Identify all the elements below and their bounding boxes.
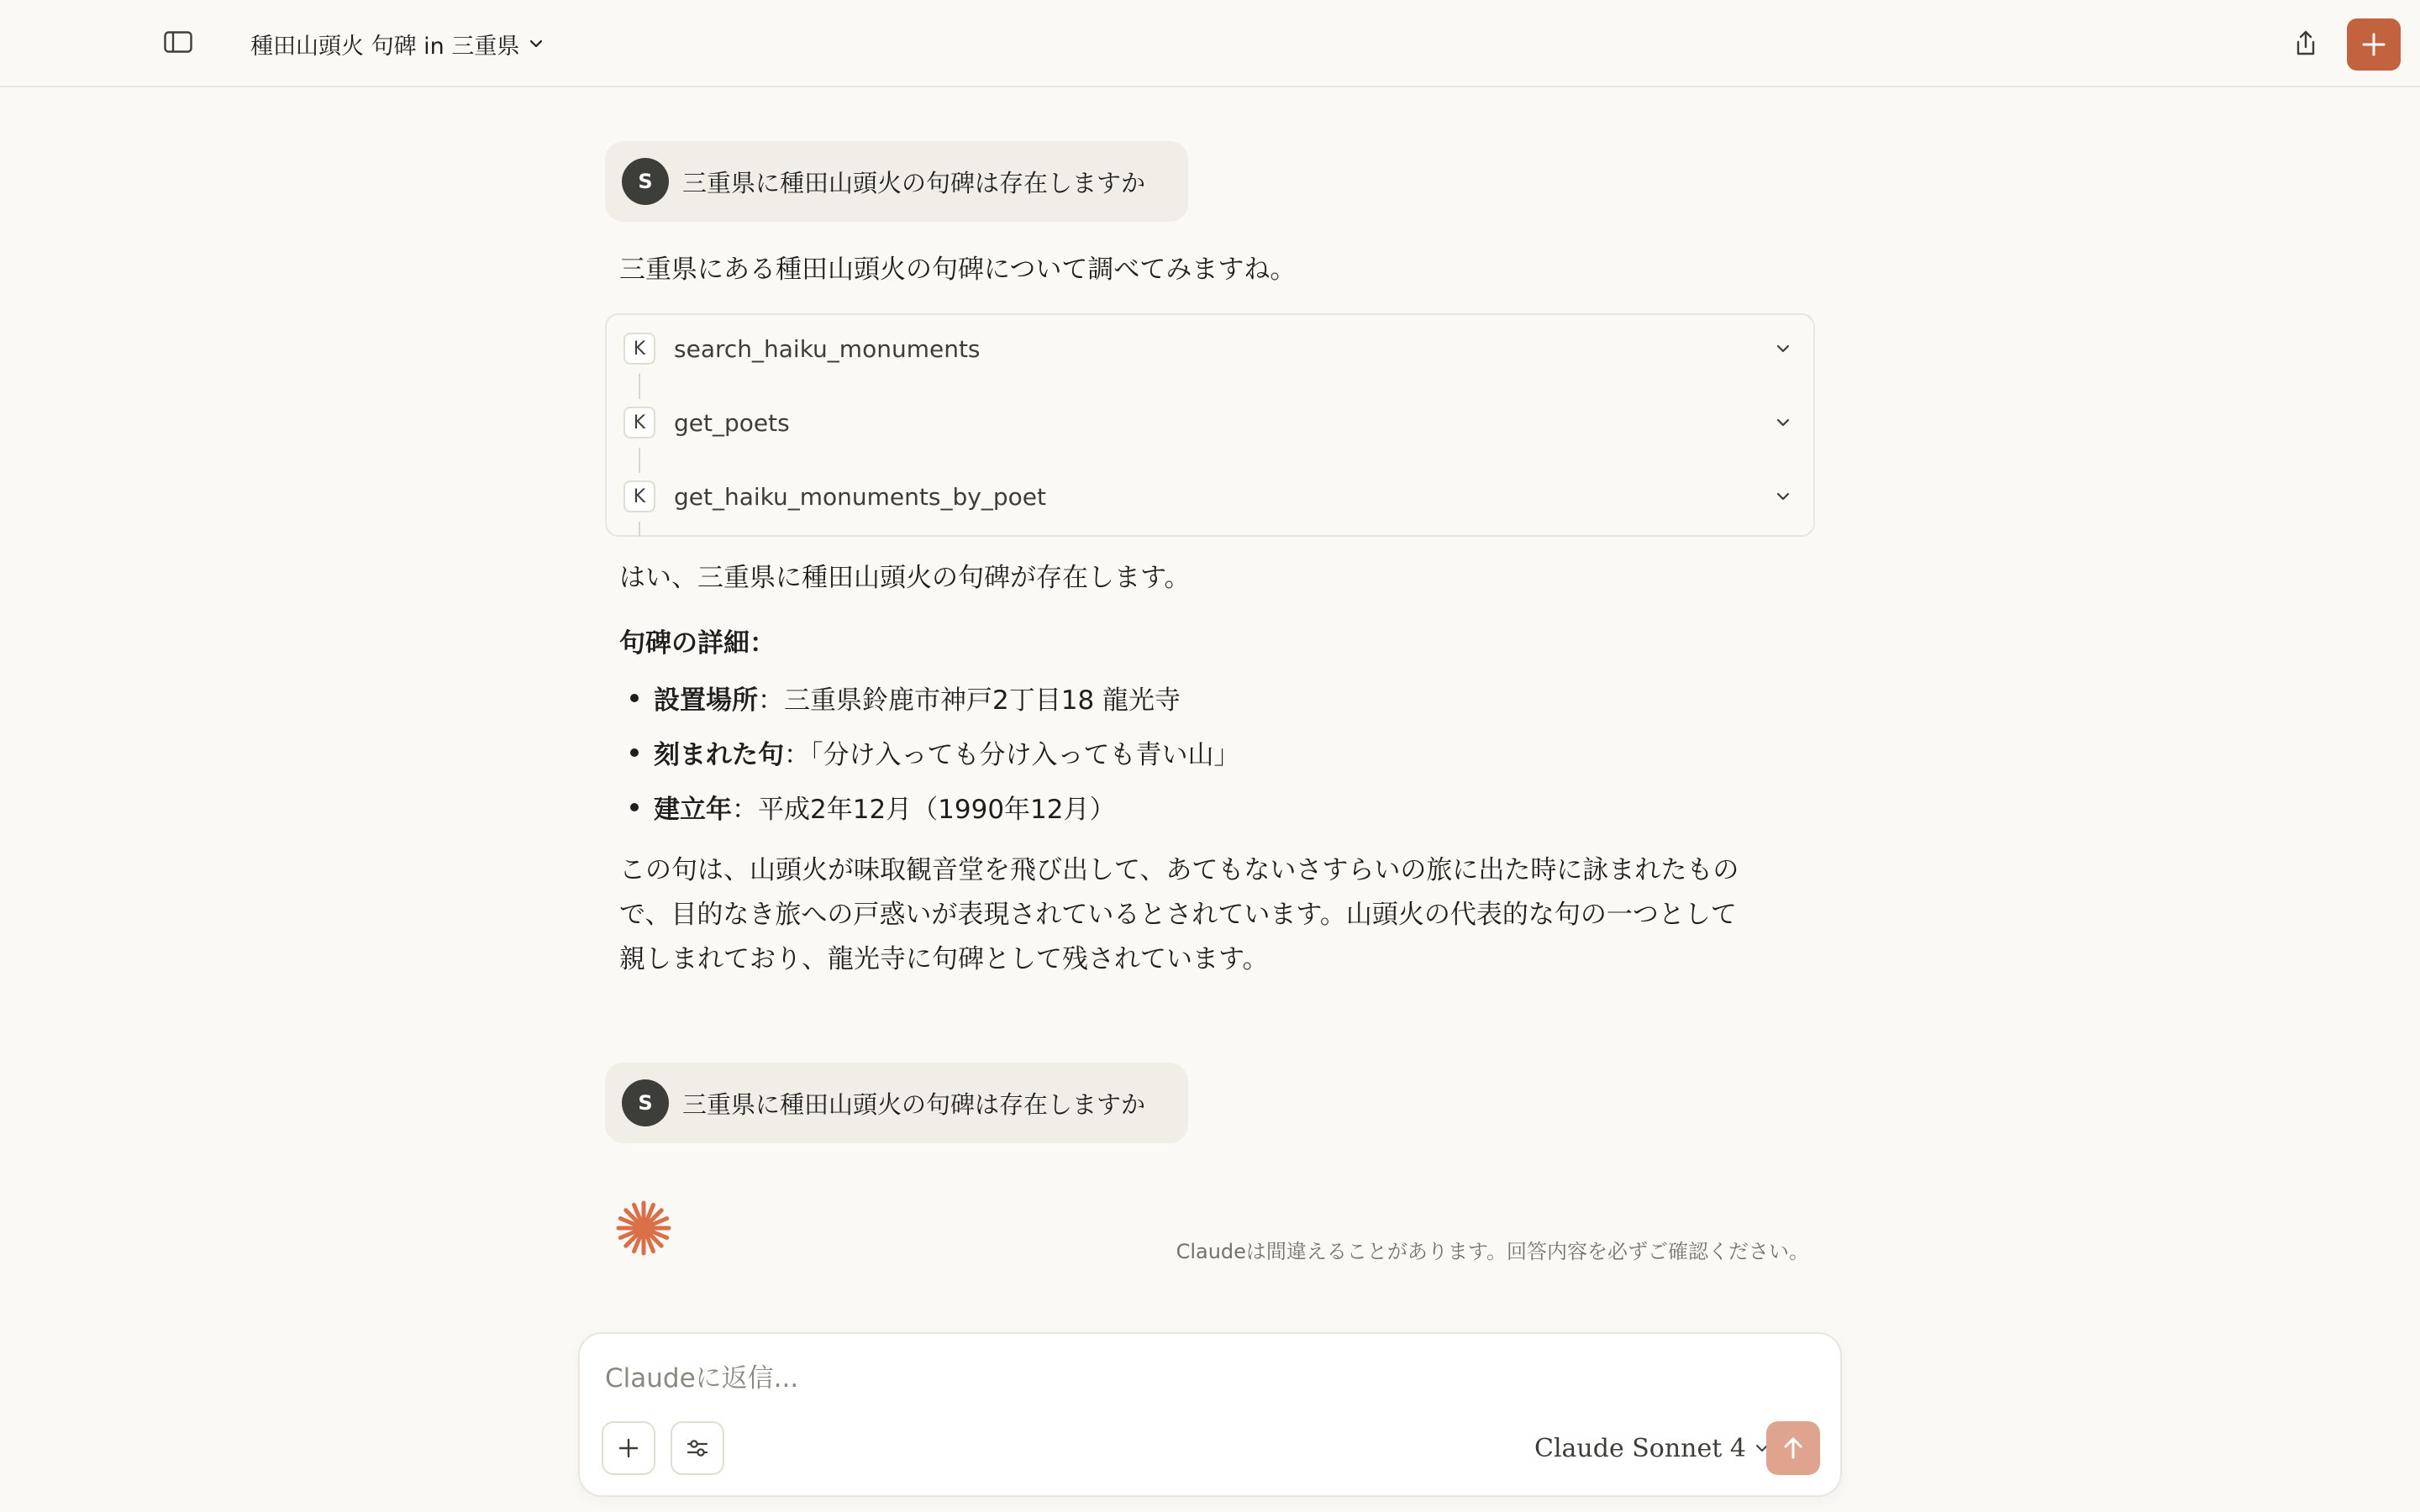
list-item xyxy=(630,788,1116,826)
arrow-up-icon xyxy=(1781,1436,1805,1461)
tool-connector xyxy=(639,448,640,473)
tool-name: search_haiku_monuments xyxy=(674,334,981,363)
bullet-dot xyxy=(630,803,639,811)
tool-k-icon: K xyxy=(623,480,655,512)
assistant-answer-text: はい、三重県に種田山頭火の句碑が存在します。 xyxy=(619,563,1191,593)
tools-settings-button[interactable] xyxy=(671,1421,724,1475)
user-message xyxy=(605,141,1188,222)
tool-call-search-haiku-monuments[interactable] xyxy=(607,323,1813,374)
tool-connector xyxy=(639,522,640,537)
user-message xyxy=(605,1063,1188,1143)
bullet-dot xyxy=(630,748,639,757)
model-name: Claude Sonnet 4 xyxy=(1534,1433,1746,1463)
sidebar-icon xyxy=(164,31,192,53)
model-selector[interactable] xyxy=(1534,1428,1770,1468)
chevron-down-icon xyxy=(1773,412,1793,433)
disclaimer-text: Claudeは間違えることがあります。回答内容を必ずご確認ください。 xyxy=(1176,1240,1809,1263)
user-message-text: 三重県に種田山頭火の句碑は存在しますか xyxy=(682,168,1146,197)
paragraph-line: で、目的なき旅への戸惑いが表現されているとされています。山頭火の代表的な句の一つとして xyxy=(619,900,1737,930)
tool-name: get_poets xyxy=(674,408,790,437)
composer xyxy=(578,1332,1842,1497)
detail-value: ：平成2年12月（1990年12月） xyxy=(732,795,1116,825)
chevron-down-icon xyxy=(528,35,544,52)
share-icon xyxy=(2293,29,2318,58)
tool-connector xyxy=(639,374,640,399)
assistant-intro-text: 三重県にある種田山頭火の句碑について調べてみますね。 xyxy=(619,255,1297,285)
send-button[interactable] xyxy=(1766,1421,1820,1475)
tool-calls-panel xyxy=(605,313,1815,537)
list-item xyxy=(630,733,1240,771)
user-message-text: 三重県に種田山頭火の句碑は存在しますか xyxy=(682,1089,1146,1119)
detail-value: ：三重県鈴鹿市神戸2丁目18 龍光寺 xyxy=(758,685,1181,716)
claude-spark-icon xyxy=(613,1198,674,1258)
detail-value: ：「分け入っても分け入っても青い山」 xyxy=(784,740,1240,770)
bullet-dot xyxy=(630,694,639,702)
plus-icon xyxy=(618,1437,639,1459)
detail-label: 建立年 xyxy=(654,795,732,825)
tool-call-get-haiku-monuments-by-poet[interactable] xyxy=(607,471,1813,522)
attach-button[interactable] xyxy=(602,1421,655,1475)
paragraph-line: この句は、山頭火が味取観音堂を飛び出して、あてもないさすらいの旅に出た時に詠まれたもの xyxy=(619,855,1739,885)
avatar: S xyxy=(622,1079,669,1126)
chat-title: 種田山頭火 句碑 in 三重県 xyxy=(250,33,520,60)
tool-k-icon: K xyxy=(623,333,655,365)
top-bar xyxy=(0,0,2420,87)
chat-title-dropdown[interactable] xyxy=(250,24,544,64)
tool-k-icon: K xyxy=(623,407,655,438)
chevron-down-icon xyxy=(1773,486,1793,507)
reply-input[interactable] xyxy=(603,1354,1699,1403)
details-heading: 句碑の詳細： xyxy=(619,628,776,659)
paragraph-line: 親しまれており、龍光寺に句碑として残されています。 xyxy=(619,944,1269,974)
new-chat-button[interactable] xyxy=(2347,18,2401,71)
chevron-down-icon xyxy=(1773,339,1793,359)
tool-call-get-poets[interactable] xyxy=(607,397,1813,448)
sliders-icon xyxy=(686,1437,709,1459)
avatar: S xyxy=(622,158,669,205)
share-button[interactable] xyxy=(2287,24,2324,64)
detail-label: 設置場所 xyxy=(654,685,758,716)
tool-name: get_haiku_monuments_by_poet xyxy=(674,482,1046,511)
plus-icon xyxy=(2361,32,2386,57)
explanation-paragraph xyxy=(619,848,1762,982)
list-item xyxy=(630,679,1181,717)
sidebar-toggle-button[interactable] xyxy=(161,25,195,59)
detail-label: 刻まれた句 xyxy=(654,740,784,770)
